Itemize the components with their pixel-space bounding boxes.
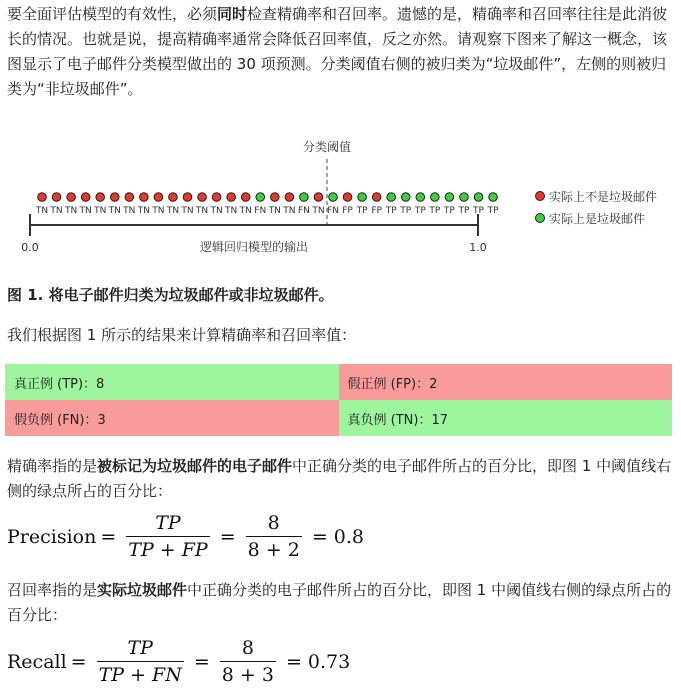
recall-desc-1: 召回率指的是 — [7, 581, 98, 599]
point-tn-8 — [154, 193, 163, 202]
precision-fraction-numeric — [246, 512, 302, 561]
recall-f2-den: 8 + 3 — [220, 661, 276, 686]
cm-false-negative: 假负例 (FN)：3 — [5, 400, 339, 436]
point-label-26: TP — [414, 206, 426, 216]
point-tn-9 — [169, 193, 178, 202]
precision-result: = 0.8 — [311, 525, 364, 548]
precision-f1-num: TP — [155, 512, 181, 534]
point-label-6: TN — [123, 206, 136, 216]
point-label-14: TN — [239, 206, 252, 216]
point-tn-0 — [38, 193, 47, 202]
point-label-30: TP — [473, 206, 484, 216]
point-label-31: TP — [487, 206, 499, 216]
point-label-28: TP — [443, 206, 455, 216]
point-fp-23 — [372, 193, 381, 202]
recall-fraction-numeric — [220, 637, 276, 686]
point-label-17: TN — [283, 206, 296, 216]
legend-green-label: 实际上是垃圾邮件 — [549, 212, 646, 226]
threshold-figure — [0, 130, 681, 270]
legend — [536, 189, 658, 226]
point-tn-4 — [96, 193, 105, 202]
point-label-11: TN — [195, 206, 209, 216]
point-label-1: TN — [50, 206, 63, 216]
point-tn-6 — [125, 193, 134, 202]
precision-description — [7, 454, 673, 504]
precision-desc-bold: 被标记为垃圾邮件的电子邮件 — [97, 457, 293, 475]
point-tn-13 — [227, 193, 236, 202]
recall-equals: = — [70, 650, 87, 673]
precision-equals: = — [100, 525, 117, 548]
recall-equals-2: = — [193, 650, 210, 673]
point-tn-10 — [183, 193, 192, 202]
point-tp-25 — [401, 193, 410, 202]
intro-paragraph — [7, 2, 673, 102]
point-fn-18 — [300, 193, 309, 202]
point-tn-5 — [110, 193, 119, 202]
point-tn-2 — [67, 193, 76, 202]
point-tn-14 — [241, 193, 250, 202]
recall-desc-2: 中正确分类的电子邮件所占的百分比，即图 1 中阈值线右侧的绿点所占的百分比： — [7, 581, 672, 624]
axis-min-label: 0.0 — [21, 241, 39, 254]
point-label-21: FP — [342, 206, 353, 216]
axis-max-label: 1.0 — [469, 241, 487, 254]
point-label-23: FP — [371, 206, 382, 216]
point-tn-1 — [52, 193, 61, 202]
recall-description — [7, 578, 673, 628]
point-label-4: TN — [94, 206, 107, 216]
point-label-19: TN — [312, 206, 325, 216]
point-label-25: TP — [400, 206, 412, 216]
point-tp-22 — [358, 193, 367, 202]
lead-paragraph: 我们根据图 1 所示的结果来计算精确率和召回率值： — [7, 326, 357, 344]
point-label-7: TN — [137, 206, 150, 216]
point-label-18: FN — [297, 206, 310, 216]
recall-f2-num: 8 — [241, 637, 254, 659]
precision-f2-den: 8 + 2 — [246, 536, 302, 561]
precision-desc-2: 中正确分类的电子邮件所占的百分比，即图 1 中阈值线右侧的绿点所占的百分比： — [7, 457, 672, 500]
cm-false-positive: 假正例 (FP)：2 — [339, 364, 673, 400]
intro-text-1: 要全面评估模型的有效性，必须 — [7, 5, 218, 23]
cm-true-positive: 真正例 (TP)：8 — [5, 364, 339, 400]
point-fn-15 — [256, 193, 265, 202]
point-label-15: FN — [254, 206, 267, 216]
legend-red-dot — [536, 192, 545, 201]
recall-f1-den: TP + FN — [97, 661, 184, 686]
point-label-3: TN — [79, 206, 92, 216]
recall-desc-bold: 实际垃圾邮件 — [97, 581, 188, 599]
point-label-22: TP — [356, 206, 368, 216]
precision-name: Precision — [7, 525, 97, 548]
recall-name: Recall — [7, 650, 67, 673]
recall-f1-num: TP — [127, 637, 153, 659]
point-tn-19 — [314, 193, 323, 202]
point-tn-16 — [271, 193, 280, 202]
point-label-2: TN — [64, 206, 78, 216]
point-label-16: TN — [268, 206, 281, 216]
prediction-points — [35, 193, 499, 216]
point-label-13: TN — [225, 206, 238, 216]
point-tn-7 — [140, 193, 149, 202]
intro-text-2: 检查精确率和召回率。遗憾的是，精确率和召回率往往是此消彼长的情况。也就是说，提高精确率通常会降低召回率值，反之亦然。请观察下图来了解这一概念，该图显示了电子邮件分类模型做出的 30 项预测。分类阈值右侧的被归类为“垃圾邮件”，左侧的则被归类为“非垃圾邮件”。 — [7, 5, 668, 98]
threshold-label: 分类阈值 — [302, 140, 352, 154]
precision-equals-2: = — [219, 525, 236, 548]
point-label-9: TN — [166, 206, 180, 216]
point-fn-20 — [329, 193, 338, 202]
point-tp-29 — [460, 193, 469, 202]
point-label-5: TN — [108, 206, 121, 216]
point-tn-12 — [212, 193, 221, 202]
point-label-27: TP — [429, 206, 441, 216]
axis-label: 逻辑回归模型的输出 — [199, 240, 309, 254]
precision-fraction-symbolic — [126, 512, 209, 561]
recall-result: = 0.73 — [285, 650, 351, 673]
cm-true-negative: 真负例 (TN)：17 — [339, 400, 673, 436]
point-tn-3 — [81, 193, 90, 202]
precision-f2-num: 8 — [267, 512, 280, 534]
point-tn-17 — [285, 193, 294, 202]
point-fp-21 — [343, 193, 352, 202]
precision-desc-1: 精确率指的是 — [7, 457, 98, 475]
point-label-29: TP — [458, 206, 470, 216]
point-tp-27 — [431, 193, 440, 202]
legend-green-dot — [536, 214, 545, 223]
point-label-10: TN — [181, 206, 194, 216]
recall-formula — [7, 637, 354, 686]
legend-red-label: 实际上不是垃圾邮件 — [549, 190, 658, 204]
point-label-24: TP — [385, 206, 397, 216]
point-label-8: TN — [152, 206, 165, 216]
point-label-12: TN — [210, 206, 223, 216]
point-tp-31 — [489, 193, 498, 202]
figure-caption: 图 1. 将电子邮件归类为垃圾邮件或非垃圾邮件。 — [7, 286, 334, 304]
point-tp-24 — [387, 193, 396, 202]
point-label-20: FN — [327, 206, 339, 216]
point-tp-26 — [416, 193, 425, 202]
confusion-matrix — [5, 364, 672, 436]
intro-bold: 同时 — [217, 5, 248, 23]
point-tp-30 — [474, 193, 483, 202]
precision-formula — [7, 512, 368, 561]
precision-f1-den: TP + FP — [126, 536, 209, 561]
point-tp-28 — [445, 193, 454, 202]
point-label-0: TN — [35, 206, 49, 216]
recall-fraction-symbolic — [97, 637, 184, 686]
point-tn-11 — [198, 193, 207, 202]
